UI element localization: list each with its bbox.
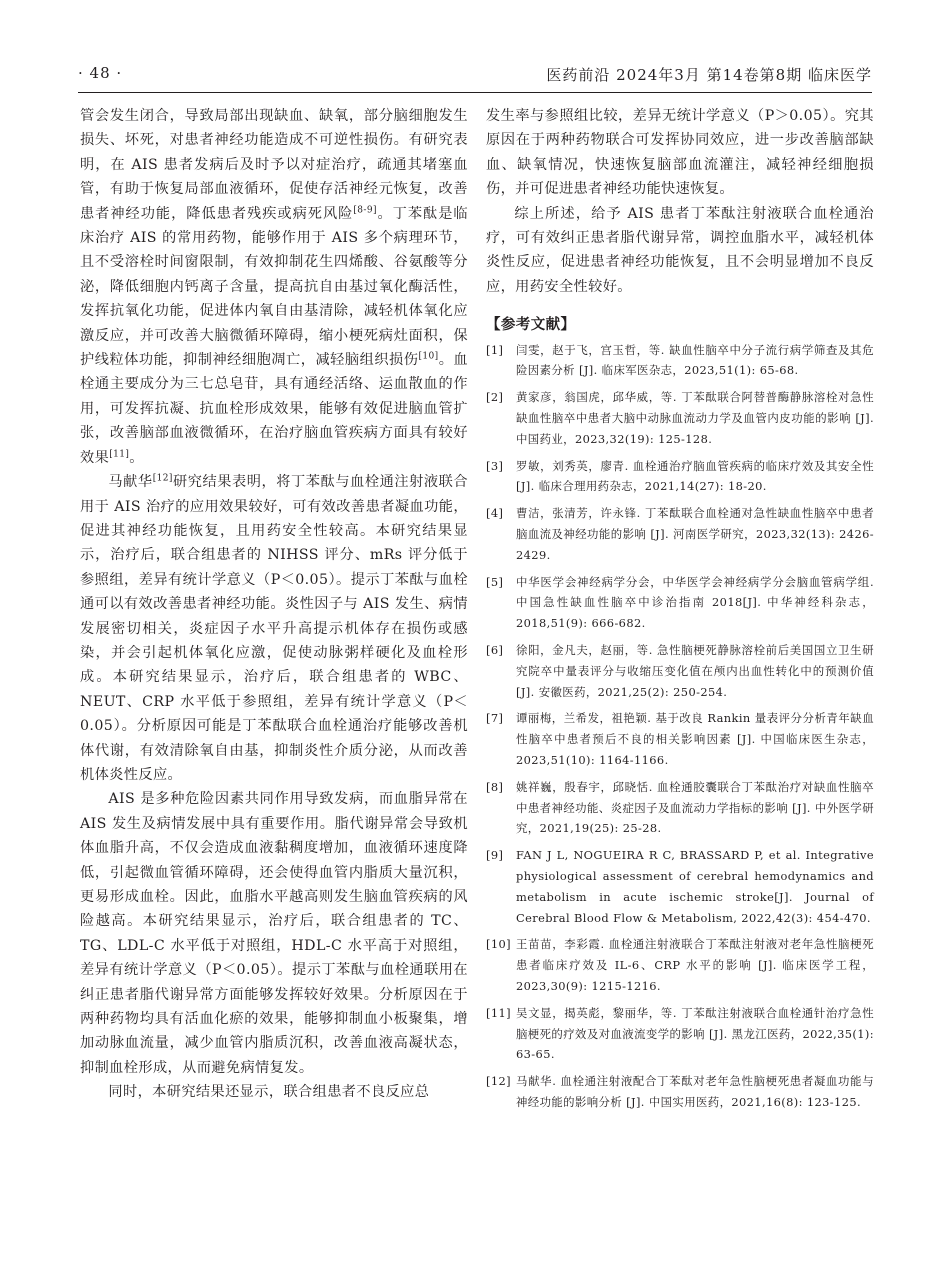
reference-item [486, 340, 874, 382]
citation: [10] [418, 351, 439, 362]
reference-item [486, 640, 874, 702]
reference-number: [4] [486, 506, 504, 521]
reference-number: [10] [486, 937, 511, 952]
reference-number: [8] [486, 779, 504, 794]
reference-item [486, 708, 874, 770]
reference-text: FAN J L, NOGUEIRA R C, BRASSARD P, et al. Integrative physiological assessment of cerebral hemodynamics and metabolism in acute ischemic stroke[J]. Journal of Cerebral Blood Flow & Metabolism, 2022,42(3): 454-470. [516, 848, 874, 925]
reference-item [486, 387, 874, 449]
references-heading: 【参考文献】 [486, 317, 576, 334]
reference-text: 马献华. 血栓通注射液配合丁苯酞对老年急性脑梗死患者凝血功能与神经功能的影响分析 [J]. 中国实用医药，2021,16(8): 123-125. [516, 1074, 874, 1109]
reference-number: [6] [486, 643, 504, 658]
reference-item [486, 456, 874, 498]
body-paragraph: 管会发生闭合，导致局部出现缺血、缺氧，部分脑细胞发生损失、坏死，对患者神经功能造成不可逆性损伤。有研究表明，在 AIS 患者发病后及时予以对症治疗，疏通其堵塞血管，有助于恢复局部血液循环，促使存活神经元恢复，改善患者神经功能，降低患者残疾或病死风险[8-9]。丁苯酞是临床治疗 AIS 的常用药物，能够作用于 AIS 多个病理环节，且不受溶栓时间窗限制，有效抑制花生四烯酸、谷氨酸等分泌，降低细胞内钙离子含量，提高抗自由基过氧化酶活性，发挥抗氧化功能，促进体内氧自由基清除，减轻机体氧化应激反应，并可改善大脑微循环障碍，缩小梗死病灶面积，保护线粒体功能，抑制神经细胞凋亡，减轻脑组织损伤[10]。血栓通主要成分为三七总皂苷，具有通经活络、运血散血的作用，可发挥抗凝、抗血栓形成效果，能够有效促进脑血管扩张，改善脑部血液微循环，在治疗脑血管疾病方面具有较好效果[11]。 [80, 108, 468, 466]
reference-list [486, 340, 874, 1113]
reference-text: 徐阳，金凡夫，赵丽，等. 急性脑梗死静脉溶栓前后美国国立卫生研究院卒中量表评分与收缩压变化值在颅内出血性转化中的预测价值 [J]. 安徽医药，2021,25(2): 250-254. [516, 643, 874, 699]
reference-number: [9] [486, 848, 504, 863]
citation: [8-9] [353, 204, 377, 215]
reference-number: [5] [486, 574, 504, 589]
reference-number: [11] [486, 1005, 511, 1020]
reference-text: 谭丽梅，兰希发，祖艳颖. 基于改良 Rankin 量表评分分析青年缺血性脑卒中患者预后不良的相关影响因素 [J]. 中国临床医生杂志，2023,51(10): 1164-1166. [516, 711, 874, 767]
reference-text: 吴文显，揭英彪，黎丽华，等. 丁苯酞注射液联合血栓通针治疗急性脑梗死的疗效及对血液流变学的影响 [J]. 黑龙江医药，2022,35(1): 63-65. [516, 1005, 874, 1062]
reference-text: 曹洁，张清芳，许永锋. 丁苯酞联合血栓通对急性缺血性脑卒中患者脑血流及神经功能的影响 [J]. 河南医学研究，2023,32(13): 2426-2429. [516, 506, 874, 562]
reference-number: [1] [486, 342, 504, 357]
body-paragraph: 发生率与参照组比较，差异无统计学意义（P＞0.05）。究其原因在于两种药物联合可发挥协同效应，进一步改善脑部缺血、缺氧情况，快速恢复脑部血流灌注，减轻神经细胞损伤，并可促进患者神经功能快速恢复。 [486, 108, 874, 198]
reference-text: 罗敏，刘秀英，廖青. 血栓通治疗脑血管疾病的临床疗效及其安全性 [J]. 临床合理用药杂志，2021,14(27): 18-20. [516, 458, 874, 494]
citation: [12] [152, 473, 173, 484]
body-paragraph: AIS 是多种危险因素共同作用导致发病，而血脂异常在 AIS 发生及病情发展中具有重要作用。脂代谢异常会导致机体血脂升高，不仅会造成血液黏稠度增加，血液循环速度降低，引起微血管循环障碍，还会使得血管内脂质大量沉积，更易形成血栓。因此，血脂水平越高则发生脑血管疾病的风险越高。本研究结果显示，治疗后，联合组患者的 TC、TG、LDL-C 水平低于对照组，HDL-C 水平高于对照组，差异有统计学意义（P＜0.05）。提示丁苯酞与血栓通联用在纠正患者脂代谢异常方面能够发挥较好效果。分析原因在于两种药物均具有活血化瘀的效果，能够抑制血小板聚集，增加动脉血流量，减少血管内脂质沉积，改善血液高凝状态，抑制血栓形成，从而避免病情复发。 [80, 791, 468, 1076]
reference-text: 王苗苗，李彩霞. 血栓通注射液联合丁苯酞注射液对老年急性脑梗死患者临床疗效及 IL-6、CRP 水平的影响 [J]. 临床医学工程，2023,30(9): 1215-1216. [516, 937, 874, 993]
reference-item [486, 934, 874, 996]
page-header [78, 60, 872, 88]
reference-item [486, 1003, 874, 1065]
reference-text: 黄家彦，翁国虎，邱华威，等. 丁苯酞联合阿替普酶静脉溶栓对急性缺血性脑卒中患者大脑中动脉血流动力学及血管内皮功能的影响 [J]. 中国药业，2023,32(19): 125-128. [516, 390, 874, 446]
journal-running-head: 医药前沿 2024年3月 第14卷第8期 临床医学 [546, 66, 872, 84]
reference-number: [3] [486, 458, 504, 473]
body-paragraph: 同时，本研究结果还显示，联合组患者不良反应总 [108, 1084, 430, 1101]
right-column [486, 104, 874, 1119]
reference-item [486, 1071, 874, 1113]
reference-item [486, 777, 874, 839]
reference-item [486, 572, 874, 634]
reference-number: [12] [486, 1074, 511, 1089]
page-number: · 48 · [78, 64, 123, 82]
reference-item [486, 845, 874, 928]
left-column [80, 104, 468, 1105]
reference-number: [7] [486, 711, 504, 726]
reference-text: 中华医学会神经病学分会，中华医学会神经病学分会脑血管病学组. 中国急性缺血性脑卒中诊治指南 2018[J]. 中华神经科杂志，2018,51(9): 666-682. [516, 574, 874, 631]
reference-number: [2] [486, 390, 504, 405]
citation: [11] [109, 448, 130, 459]
header-rule [78, 92, 872, 93]
reference-text: 姚祥巍，殷春宇，邱晓恬. 血栓通胶囊联合丁苯酞治疗对缺血性脑卒中患者神经功能、炎症因子及血流动力学指标的影响 [J]. 中外医学研究，2021,19(25): 25-28. [516, 779, 874, 836]
reference-text: 闫雯，赵于飞，宫玉哲，等. 缺血性脑卒中分子流行病学筛查及其危险因素分析 [J]. 临床军医杂志，2023,51(1): 65-68. [516, 342, 874, 378]
reference-item [486, 503, 874, 565]
body-paragraph: 马献华[12]研究结果表明，将丁苯酞与血栓通注射液联合用于 AIS 治疗的应用效果较好，可有效改善患者凝血功能，促进其神经功能恢复，且用药安全性较高。本研究结果显示，治疗后，联合组患者的 NIHSS 评分、mRs 评分低于参照组，差异有统计学意义（P＜0.05）。提示丁苯酞与血栓通可以有效改善患者神经功能。炎性因子与 AIS 发生、病情发展密切相关，炎症因子水平升高提示机体存在损伤或感染，并会引起机体氧化应激，促使动脉粥样硬化及血栓形成。本研究结果显示，治疗后，联合组患者的 WBC、NEUT、CRP 水平低于参照组，差异有统计学意义（P＜0.05）。分析原因可能是丁苯酞联合血栓通治疗能够改善机体代谢，有效清除氧自由基，抑制炎性介质分泌，从而改善机体炎性反应。 [80, 473, 468, 783]
conclusion-paragraph: 综上所述，给予 AIS 患者丁苯酞注射液联合血栓通治疗，可有效纠正患者脂代谢异常，调控血脂水平，减轻机体炎性反应，促进患者神经功能恢复，且不会明显增加不良反应，用药安全性较好。 [486, 205, 874, 295]
